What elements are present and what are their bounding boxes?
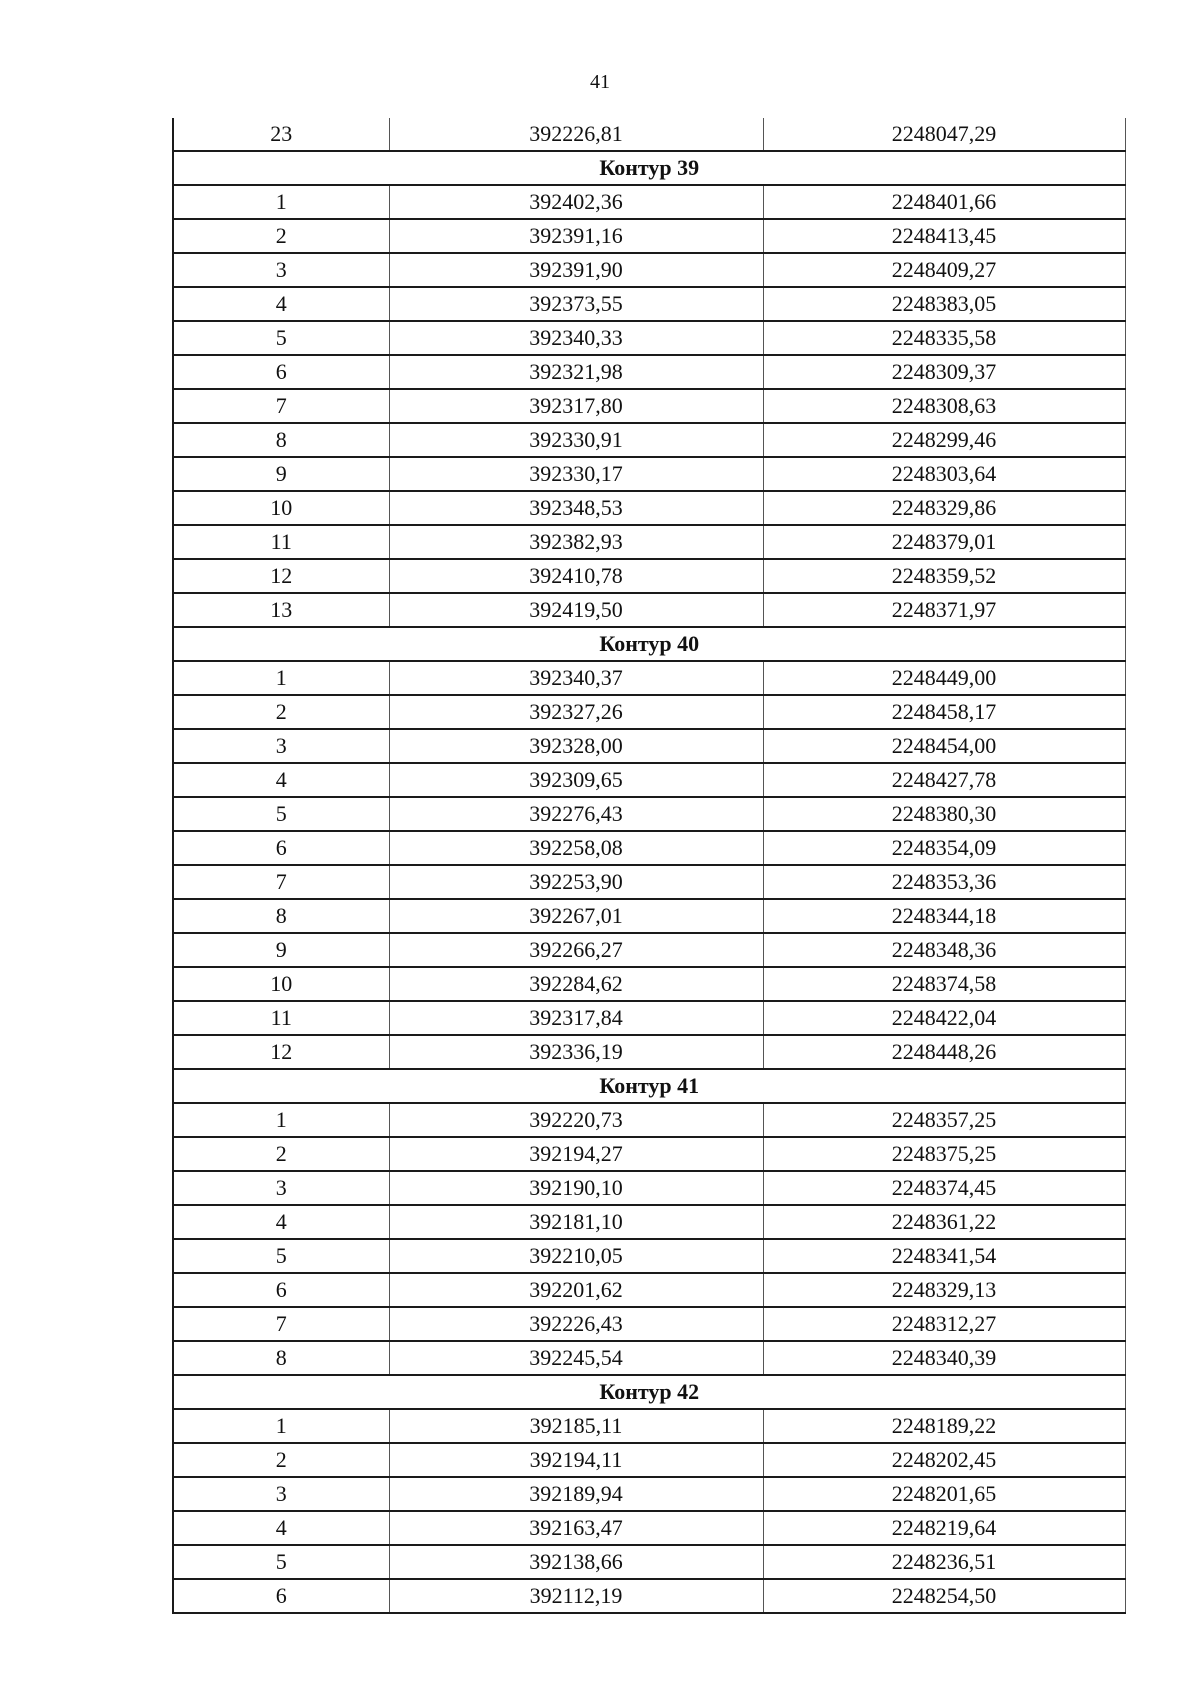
x-coordinate-cell: 392382,93 bbox=[389, 525, 763, 559]
table-row bbox=[173, 1001, 1125, 1035]
y-coordinate-cell: 2248458,17 bbox=[763, 695, 1125, 729]
x-coordinate-cell: 392284,62 bbox=[389, 967, 763, 1001]
table-row bbox=[173, 253, 1125, 287]
table-row bbox=[173, 1443, 1125, 1477]
point-number-cell: 1 bbox=[173, 1103, 389, 1137]
table-row bbox=[173, 695, 1125, 729]
table-row bbox=[173, 1477, 1125, 1511]
point-number-cell: 12 bbox=[173, 1035, 389, 1069]
table-row bbox=[173, 967, 1125, 1001]
point-number-cell: 1 bbox=[173, 185, 389, 219]
x-coordinate-cell: 392253,90 bbox=[389, 865, 763, 899]
y-coordinate-cell: 2248448,26 bbox=[763, 1035, 1125, 1069]
point-number-cell: 6 bbox=[173, 1579, 389, 1613]
y-coordinate-cell: 2248312,27 bbox=[763, 1307, 1125, 1341]
y-coordinate-cell: 2248303,64 bbox=[763, 457, 1125, 491]
y-coordinate-cell: 2248341,54 bbox=[763, 1239, 1125, 1273]
x-coordinate-cell: 392210,05 bbox=[389, 1239, 763, 1273]
table-row bbox=[173, 1307, 1125, 1341]
x-coordinate-cell: 392138,66 bbox=[389, 1545, 763, 1579]
point-number-cell: 6 bbox=[173, 355, 389, 389]
y-coordinate-cell: 2248340,39 bbox=[763, 1341, 1125, 1375]
table-row bbox=[173, 865, 1125, 899]
x-coordinate-cell: 392226,81 bbox=[389, 118, 763, 151]
point-number-cell: 4 bbox=[173, 1205, 389, 1239]
table-row bbox=[173, 1545, 1125, 1579]
x-coordinate-cell: 392327,26 bbox=[389, 695, 763, 729]
point-number-cell: 9 bbox=[173, 457, 389, 491]
point-number-cell: 5 bbox=[173, 1239, 389, 1273]
coordinates-table bbox=[172, 118, 1126, 1614]
y-coordinate-cell: 2248344,18 bbox=[763, 899, 1125, 933]
contour-title: Контур 39 bbox=[173, 151, 1125, 185]
table-row bbox=[173, 899, 1125, 933]
y-coordinate-cell: 2248254,50 bbox=[763, 1579, 1125, 1613]
point-number-cell: 23 bbox=[173, 118, 389, 151]
x-coordinate-cell: 392317,84 bbox=[389, 1001, 763, 1035]
x-coordinate-cell: 392419,50 bbox=[389, 593, 763, 627]
y-coordinate-cell: 2248361,22 bbox=[763, 1205, 1125, 1239]
table-row bbox=[173, 1239, 1125, 1273]
x-coordinate-cell: 392336,19 bbox=[389, 1035, 763, 1069]
table-row bbox=[173, 1409, 1125, 1443]
point-number-cell: 4 bbox=[173, 1511, 389, 1545]
point-number-cell: 3 bbox=[173, 729, 389, 763]
table-row bbox=[173, 1035, 1125, 1069]
contour-header-row bbox=[173, 151, 1125, 185]
table-row bbox=[173, 355, 1125, 389]
table-row bbox=[173, 1579, 1125, 1613]
table-row bbox=[173, 593, 1125, 627]
x-coordinate-cell: 392163,47 bbox=[389, 1511, 763, 1545]
point-number-cell: 10 bbox=[173, 967, 389, 1001]
y-coordinate-cell: 2248219,64 bbox=[763, 1511, 1125, 1545]
x-coordinate-cell: 392410,78 bbox=[389, 559, 763, 593]
y-coordinate-cell: 2248422,04 bbox=[763, 1001, 1125, 1035]
y-coordinate-cell: 2248189,22 bbox=[763, 1409, 1125, 1443]
table-row bbox=[173, 559, 1125, 593]
table-row bbox=[173, 933, 1125, 967]
table-row bbox=[173, 389, 1125, 423]
y-coordinate-cell: 2248379,01 bbox=[763, 525, 1125, 559]
point-number-cell: 12 bbox=[173, 559, 389, 593]
x-coordinate-cell: 392185,11 bbox=[389, 1409, 763, 1443]
coordinates-table-body bbox=[173, 118, 1125, 1613]
point-number-cell: 3 bbox=[173, 1477, 389, 1511]
x-coordinate-cell: 392194,11 bbox=[389, 1443, 763, 1477]
x-coordinate-cell: 392309,65 bbox=[389, 763, 763, 797]
table-row bbox=[173, 1205, 1125, 1239]
point-number-cell: 9 bbox=[173, 933, 389, 967]
point-number-cell: 13 bbox=[173, 593, 389, 627]
table-row bbox=[173, 763, 1125, 797]
y-coordinate-cell: 2248309,37 bbox=[763, 355, 1125, 389]
table-row bbox=[173, 1341, 1125, 1375]
table-row bbox=[173, 1171, 1125, 1205]
x-coordinate-cell: 392112,19 bbox=[389, 1579, 763, 1613]
y-coordinate-cell: 2248354,09 bbox=[763, 831, 1125, 865]
y-coordinate-cell: 2248374,45 bbox=[763, 1171, 1125, 1205]
contour-header-row bbox=[173, 1375, 1125, 1409]
y-coordinate-cell: 2248413,45 bbox=[763, 219, 1125, 253]
y-coordinate-cell: 2248329,86 bbox=[763, 491, 1125, 525]
x-coordinate-cell: 392190,10 bbox=[389, 1171, 763, 1205]
x-coordinate-cell: 392245,54 bbox=[389, 1341, 763, 1375]
table-row bbox=[173, 1273, 1125, 1307]
x-coordinate-cell: 392181,10 bbox=[389, 1205, 763, 1239]
x-coordinate-cell: 392317,80 bbox=[389, 389, 763, 423]
y-coordinate-cell: 2248335,58 bbox=[763, 321, 1125, 355]
table-row bbox=[173, 1103, 1125, 1137]
table-row bbox=[173, 797, 1125, 831]
page-number: 41 bbox=[590, 71, 610, 93]
point-number-cell: 8 bbox=[173, 1341, 389, 1375]
contour-header-row bbox=[173, 627, 1125, 661]
x-coordinate-cell: 392267,01 bbox=[389, 899, 763, 933]
point-number-cell: 6 bbox=[173, 831, 389, 865]
point-number-cell: 2 bbox=[173, 1137, 389, 1171]
table-row bbox=[173, 831, 1125, 865]
y-coordinate-cell: 2248201,65 bbox=[763, 1477, 1125, 1511]
table-row bbox=[173, 661, 1125, 695]
x-coordinate-cell: 392220,73 bbox=[389, 1103, 763, 1137]
point-number-cell: 8 bbox=[173, 423, 389, 457]
x-coordinate-cell: 392328,00 bbox=[389, 729, 763, 763]
x-coordinate-cell: 392391,90 bbox=[389, 253, 763, 287]
x-coordinate-cell: 392189,94 bbox=[389, 1477, 763, 1511]
point-number-cell: 10 bbox=[173, 491, 389, 525]
y-coordinate-cell: 2248449,00 bbox=[763, 661, 1125, 695]
point-number-cell: 2 bbox=[173, 695, 389, 729]
table-row bbox=[173, 321, 1125, 355]
contour-title: Контур 41 bbox=[173, 1069, 1125, 1103]
x-coordinate-cell: 392402,36 bbox=[389, 185, 763, 219]
point-number-cell: 3 bbox=[173, 1171, 389, 1205]
y-coordinate-cell: 2248375,25 bbox=[763, 1137, 1125, 1171]
x-coordinate-cell: 392201,62 bbox=[389, 1273, 763, 1307]
point-number-cell: 7 bbox=[173, 1307, 389, 1341]
point-number-cell: 1 bbox=[173, 661, 389, 695]
point-number-cell: 11 bbox=[173, 1001, 389, 1035]
point-number-cell: 3 bbox=[173, 253, 389, 287]
x-coordinate-cell: 392194,27 bbox=[389, 1137, 763, 1171]
y-coordinate-cell: 2248371,97 bbox=[763, 593, 1125, 627]
x-coordinate-cell: 392330,91 bbox=[389, 423, 763, 457]
x-coordinate-cell: 392321,98 bbox=[389, 355, 763, 389]
point-number-cell: 7 bbox=[173, 389, 389, 423]
x-coordinate-cell: 392266,27 bbox=[389, 933, 763, 967]
x-coordinate-cell: 392258,08 bbox=[389, 831, 763, 865]
x-coordinate-cell: 392373,55 bbox=[389, 287, 763, 321]
point-number-cell: 6 bbox=[173, 1273, 389, 1307]
point-number-cell: 5 bbox=[173, 797, 389, 831]
y-coordinate-cell: 2248202,45 bbox=[763, 1443, 1125, 1477]
x-coordinate-cell: 392330,17 bbox=[389, 457, 763, 491]
x-coordinate-cell: 392348,53 bbox=[389, 491, 763, 525]
point-number-cell: 2 bbox=[173, 1443, 389, 1477]
y-coordinate-cell: 2248374,58 bbox=[763, 967, 1125, 1001]
y-coordinate-cell: 2248308,63 bbox=[763, 389, 1125, 423]
point-number-cell: 7 bbox=[173, 865, 389, 899]
table-row bbox=[173, 423, 1125, 457]
point-number-cell: 1 bbox=[173, 1409, 389, 1443]
y-coordinate-cell: 2248047,29 bbox=[763, 118, 1125, 151]
y-coordinate-cell: 2248359,52 bbox=[763, 559, 1125, 593]
x-coordinate-cell: 392340,37 bbox=[389, 661, 763, 695]
table-row bbox=[173, 219, 1125, 253]
table-row bbox=[173, 457, 1125, 491]
x-coordinate-cell: 392276,43 bbox=[389, 797, 763, 831]
table-row bbox=[173, 185, 1125, 219]
y-coordinate-cell: 2248348,36 bbox=[763, 933, 1125, 967]
y-coordinate-cell: 2248329,13 bbox=[763, 1273, 1125, 1307]
contour-title: Контур 42 bbox=[173, 1375, 1125, 1409]
table-row bbox=[173, 287, 1125, 321]
y-coordinate-cell: 2248454,00 bbox=[763, 729, 1125, 763]
y-coordinate-cell: 2248401,66 bbox=[763, 185, 1125, 219]
y-coordinate-cell: 2248299,46 bbox=[763, 423, 1125, 457]
y-coordinate-cell: 2248353,36 bbox=[763, 865, 1125, 899]
point-number-cell: 2 bbox=[173, 219, 389, 253]
y-coordinate-cell: 2248427,78 bbox=[763, 763, 1125, 797]
y-coordinate-cell: 2248380,30 bbox=[763, 797, 1125, 831]
table-row bbox=[173, 1511, 1125, 1545]
y-coordinate-cell: 2248383,05 bbox=[763, 287, 1125, 321]
y-coordinate-cell: 2248236,51 bbox=[763, 1545, 1125, 1579]
table-row bbox=[173, 1137, 1125, 1171]
y-coordinate-cell: 2248409,27 bbox=[763, 253, 1125, 287]
table-row bbox=[173, 729, 1125, 763]
table-row bbox=[173, 525, 1125, 559]
x-coordinate-cell: 392340,33 bbox=[389, 321, 763, 355]
point-number-cell: 4 bbox=[173, 287, 389, 321]
point-number-cell: 5 bbox=[173, 1545, 389, 1579]
point-number-cell: 11 bbox=[173, 525, 389, 559]
y-coordinate-cell: 2248357,25 bbox=[763, 1103, 1125, 1137]
table-row bbox=[173, 118, 1125, 151]
contour-header-row bbox=[173, 1069, 1125, 1103]
point-number-cell: 8 bbox=[173, 899, 389, 933]
x-coordinate-cell: 392391,16 bbox=[389, 219, 763, 253]
x-coordinate-cell: 392226,43 bbox=[389, 1307, 763, 1341]
table-row bbox=[173, 491, 1125, 525]
contour-title: Контур 40 bbox=[173, 627, 1125, 661]
point-number-cell: 5 bbox=[173, 321, 389, 355]
point-number-cell: 4 bbox=[173, 763, 389, 797]
